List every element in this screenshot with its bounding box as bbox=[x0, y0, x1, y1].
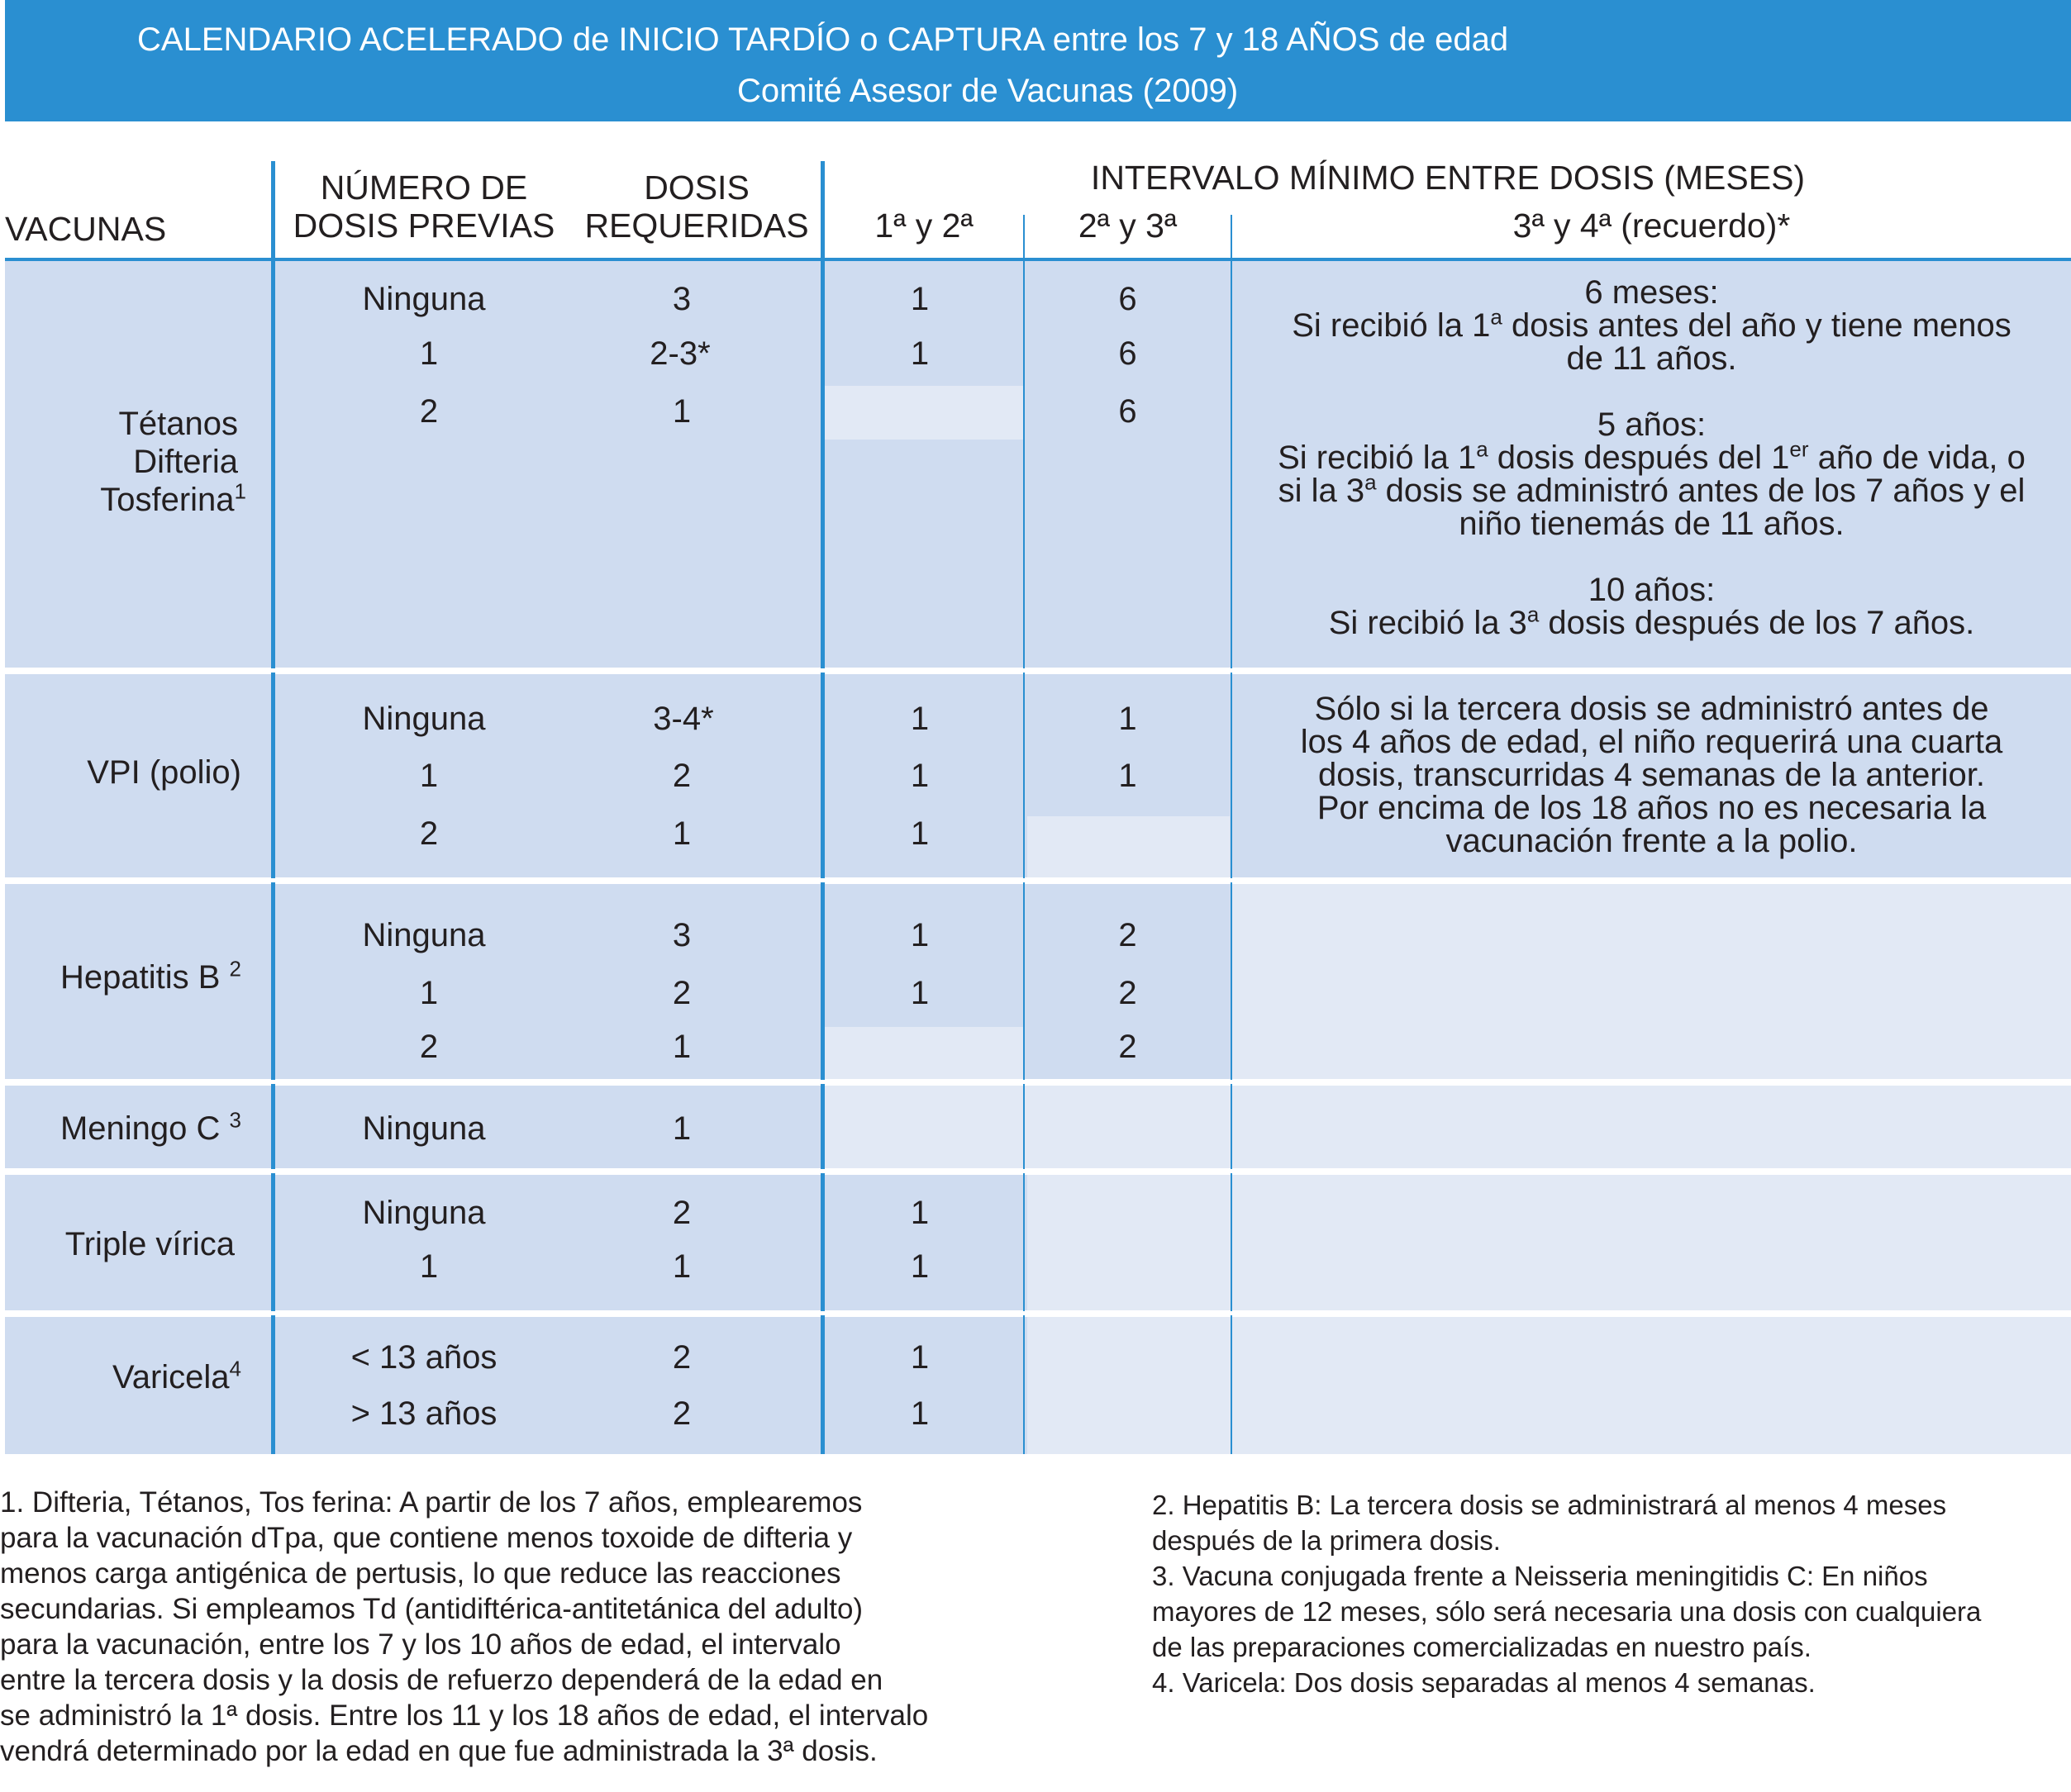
previas-cell: 2 bbox=[419, 815, 439, 852]
int23-cell: 6 bbox=[1118, 393, 1137, 430]
vaccine-label: VPI (polio) bbox=[87, 754, 241, 791]
col-int-23: 2ª y 3ª bbox=[1078, 207, 1178, 245]
requeridas-cell: 1 bbox=[672, 1029, 692, 1065]
col-intervalo: INTERVALO MÍNIMO ENTRE DOSIS (MESES) bbox=[1090, 159, 1806, 197]
vaccine-label: Tétanos bbox=[118, 406, 238, 442]
int12-cell: 1 bbox=[910, 1395, 930, 1432]
vaccine-label: Difteria bbox=[133, 444, 238, 480]
col-requeridas-line1: DOSIS bbox=[644, 169, 750, 207]
requeridas-cell: 1 bbox=[672, 1110, 692, 1147]
col-requeridas-line2: REQUERIDAS bbox=[584, 207, 809, 245]
int23-cell: 6 bbox=[1118, 281, 1137, 317]
vaccine-label: Triple vírica bbox=[64, 1226, 235, 1262]
requeridas-cell: 2 bbox=[672, 1395, 692, 1432]
requeridas-cell: 1 bbox=[672, 1248, 692, 1285]
requeridas-cell: 2 bbox=[672, 1339, 692, 1376]
previas-cell: 2 bbox=[419, 1029, 439, 1065]
vaccine-label: Hepatitis B $^2$ bbox=[60, 956, 241, 996]
int23-cell: 6 bbox=[1118, 335, 1137, 372]
previas-cell: Ninguna bbox=[362, 701, 486, 737]
col-int-34: 3ª y 4ª (recuerdo)* bbox=[1512, 207, 1791, 245]
previas-cell: 1 bbox=[419, 335, 439, 372]
vaccine-label: Varicela$^4$ bbox=[112, 1356, 241, 1395]
previas-cell: Ninguna bbox=[362, 1110, 486, 1147]
page-title: CALENDARIO ACELERADO de INICIO TARDÍO o CAPTURA entre los 7 y 18 AÑOS de edad bbox=[137, 21, 1509, 58]
int23-cell: 1 bbox=[1118, 758, 1137, 794]
previas-cell: Ninguna bbox=[362, 917, 486, 953]
int12-cell: 1 bbox=[910, 758, 930, 794]
int12-cell: 1 bbox=[910, 815, 930, 852]
col-vacunas: VACUNAS bbox=[5, 210, 167, 248]
int12-cell: 1 bbox=[910, 1339, 930, 1376]
int12-cell: 1 bbox=[910, 701, 930, 737]
requeridas-cell: 3 bbox=[672, 917, 692, 953]
vaccine-label: Meningo C $^3$ bbox=[60, 1107, 241, 1147]
requeridas-cell: 2 bbox=[672, 1195, 692, 1231]
int12-cell: 1 bbox=[910, 335, 930, 372]
int12-cell: 1 bbox=[910, 975, 930, 1011]
vaccine-label: Tosferina$^1$ bbox=[100, 478, 246, 518]
previas-cell: 1 bbox=[419, 975, 439, 1011]
previas-cell: Ninguna bbox=[362, 1195, 486, 1231]
int12-cell: 1 bbox=[910, 1248, 930, 1285]
int23-cell: 2 bbox=[1118, 975, 1137, 1011]
requeridas-cell: 3-4* bbox=[653, 701, 714, 737]
int23-cell: 2 bbox=[1118, 1029, 1137, 1065]
int23-cell: 1 bbox=[1118, 701, 1137, 737]
page-subtitle: Comité Asesor de Vacunas (2009) bbox=[737, 73, 1239, 109]
requeridas-cell: 3 bbox=[672, 281, 692, 317]
col-int-12: 1ª y 2ª bbox=[874, 207, 974, 245]
col-previas-line2: DOSIS PREVIAS bbox=[293, 207, 555, 245]
int12-cell: 1 bbox=[910, 1195, 930, 1231]
int12-cell: 1 bbox=[910, 917, 930, 953]
previas-cell: Ninguna bbox=[362, 281, 486, 317]
previas-cell: 2 bbox=[419, 393, 439, 430]
col-previas-line1: NÚMERO DE bbox=[320, 169, 528, 207]
previas-cell: < 13 años bbox=[350, 1339, 498, 1376]
requeridas-cell: 2 bbox=[672, 975, 692, 1011]
requeridas-cell: 2 bbox=[672, 758, 692, 794]
previas-cell: > 13 años bbox=[350, 1395, 498, 1432]
requeridas-cell: 1 bbox=[672, 393, 692, 430]
int12-cell: 1 bbox=[910, 281, 930, 317]
requeridas-cell: 1 bbox=[672, 815, 692, 852]
previas-cell: 1 bbox=[419, 758, 439, 794]
requeridas-cell: 2-3* bbox=[650, 335, 711, 372]
previas-cell: 1 bbox=[419, 1248, 439, 1285]
int23-cell: 2 bbox=[1118, 917, 1137, 953]
title-banner bbox=[5, 0, 2071, 121]
